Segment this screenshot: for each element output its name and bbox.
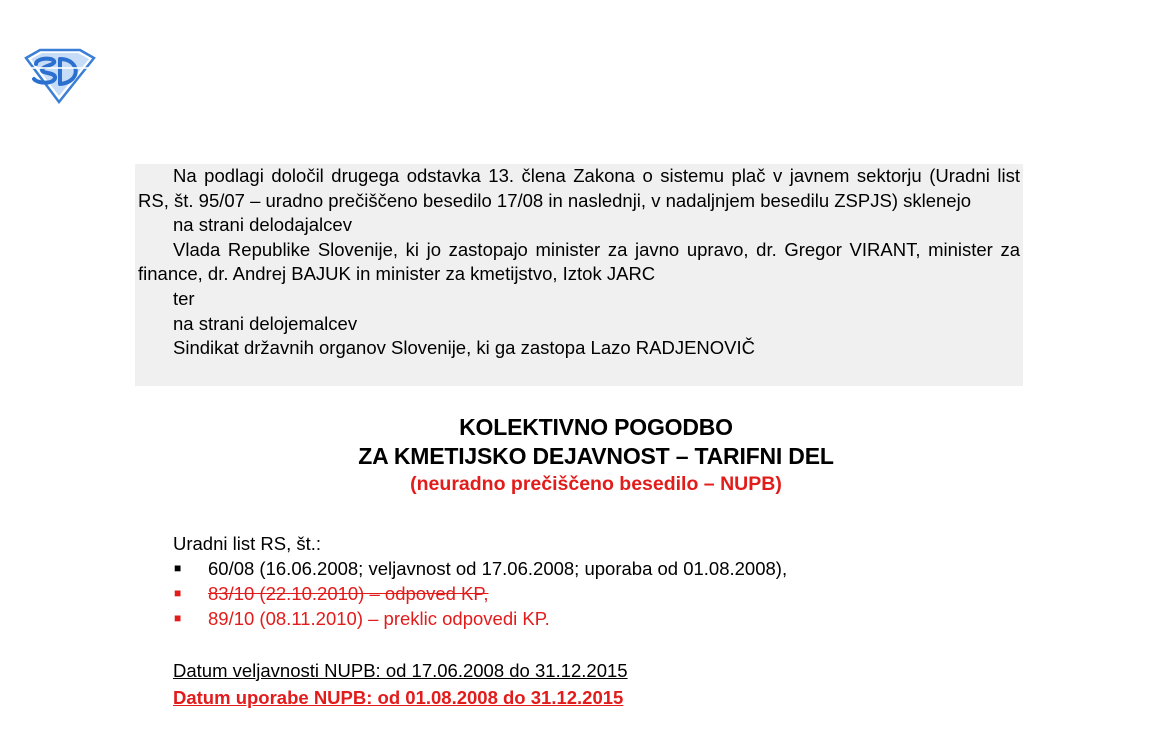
sdo-logo xyxy=(22,48,96,104)
intro-section xyxy=(135,164,1023,386)
title-subtitle: (neuradno prečiščeno besedilo – NUPB) xyxy=(410,473,782,495)
government-party: Vlada Republike Slovenije, ki jo zastopajo minister za javno upravo, dr. Gregor VIRANT, minister za finance, dr. Andrej BAJUK in minister za kmetijstvo, Iztok JARC xyxy=(138,238,1020,285)
intro-paragraph: Na podlagi določil drugega odstavka 13. člena Zakona o sistemu plač v javnem sektorju (Uradni list RS, št. 95/07 – uradno prečiščeno besedilo 17/08 in naslednji, v nadaljnjem besedilu ZSPJS) sklenejo xyxy=(138,165,1020,211)
document-title xyxy=(135,413,1057,497)
title-line-2: ZA KMETIJSKO DEJAVNOST – TARIFNI DEL xyxy=(358,443,834,469)
and-text: ter xyxy=(173,287,195,309)
validity-date: Datum veljavnosti NUPB: od 17.06.2008 do 31.12.2015 xyxy=(173,660,628,681)
shield-logo-icon xyxy=(22,48,96,104)
union-party: Sindikat državnih organov Slovenije, ki ga zastopa Lazo RADJENOVIČ xyxy=(173,337,756,359)
reference-item-struck xyxy=(173,581,933,606)
reference-item xyxy=(173,556,933,581)
employee-side-label: na strani delojemalcev xyxy=(173,312,358,334)
reference-text: 60/08 (16.06.2008; veljavnost od 17.06.2008; uporaba od 01.08.2008), xyxy=(208,558,788,579)
bullet-icon: ■ xyxy=(174,561,182,575)
dates-section xyxy=(173,657,628,711)
references-heading: Uradni list RS, št.: xyxy=(173,533,322,554)
application-date: Datum uporabe NUPB: od 01.08.2008 do 31.12.2015 xyxy=(173,687,624,708)
bullet-icon: ■ xyxy=(174,611,182,625)
bullet-icon: ■ xyxy=(174,586,182,600)
official-gazette-references xyxy=(173,531,933,631)
reference-text: 83/10 (22.10.2010) – odpoved KP, xyxy=(208,583,489,604)
reference-item-red xyxy=(173,606,933,631)
reference-text: 89/10 (08.11.2010) – preklic odpovedi KP. xyxy=(208,608,550,629)
references-list xyxy=(173,556,933,631)
employer-side-label: na strani delodajalcev xyxy=(173,214,352,236)
title-line-1: KOLEKTIVNO POGODBO xyxy=(459,414,733,440)
